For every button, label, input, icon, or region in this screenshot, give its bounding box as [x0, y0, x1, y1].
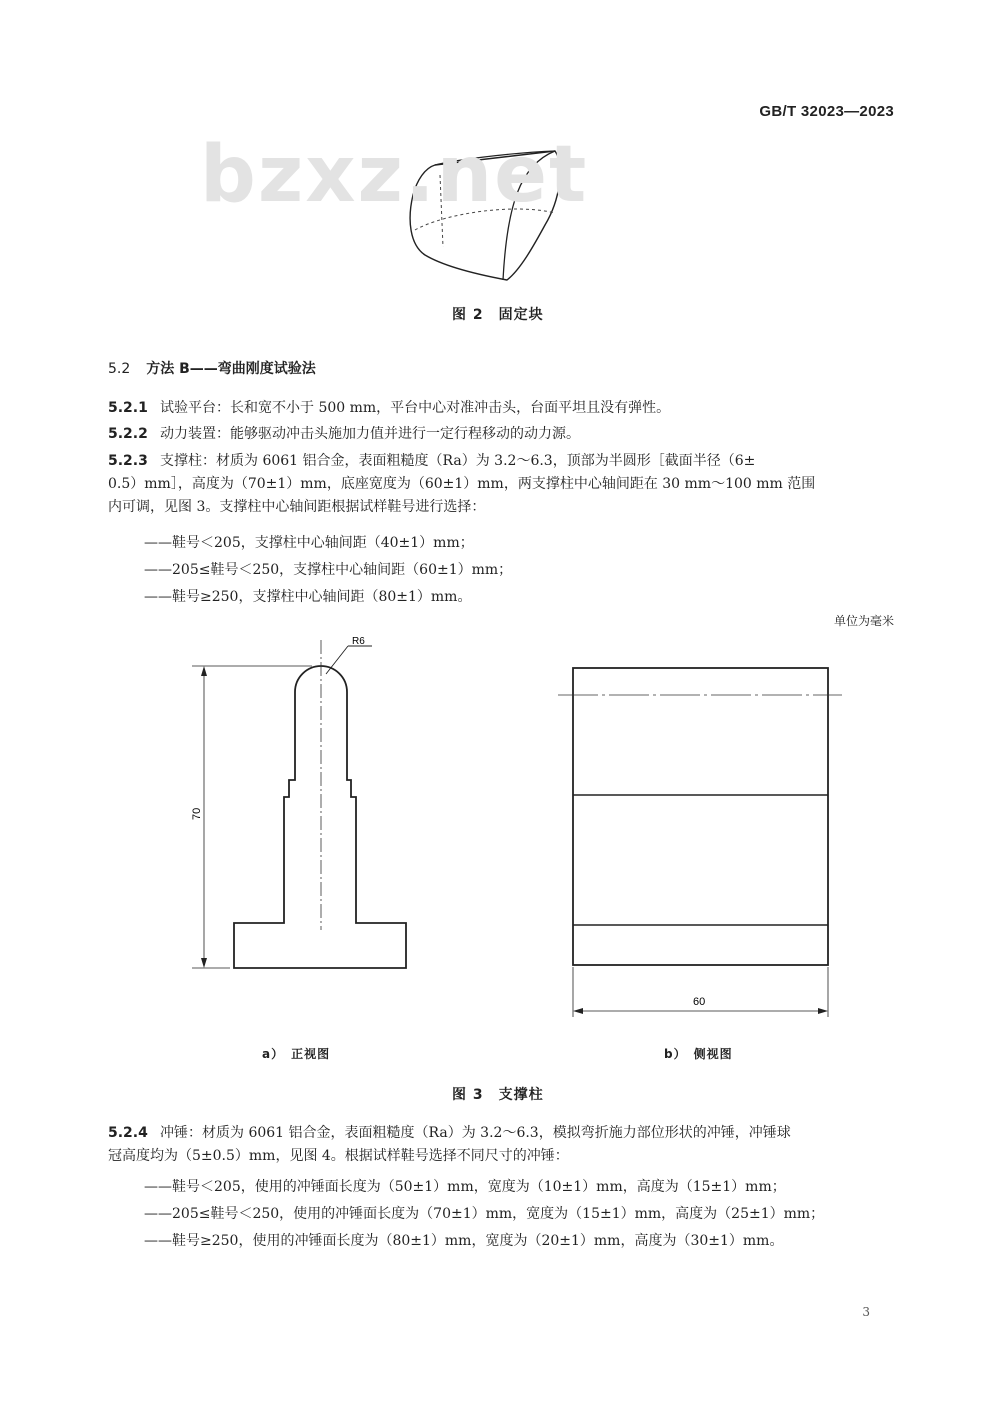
page-number: 3	[862, 1305, 870, 1319]
paragraph-line: 内可调，见图 3。支撑柱中心轴间距根据试样鞋号进行选择：	[108, 499, 486, 515]
list-item: ——鞋号＜205，支撑柱中心轴间距（40±1）mm；	[144, 535, 474, 551]
paragraph-number: 5.2.4	[108, 1125, 148, 1141]
list-item: ——鞋号≥250，使用的冲锤面长度为（80±1）mm，宽度为（20±1）mm，高度为（30±1）mm。	[144, 1233, 784, 1249]
paragraph-5-2-2	[108, 423, 580, 446]
paragraph-text: 动力装置：能够驱动冲击头施加力值并进行一定行程移动的动力源。	[160, 426, 580, 442]
figure3a-subcaption: a） 正视图	[262, 1047, 331, 1061]
unit-note: 单位为毫米	[833, 614, 894, 628]
list-item: ——鞋号＜205，使用的冲锤面长度为（50±1）mm，宽度为（10±1）mm，高度为（15±1）mm；	[144, 1179, 786, 1195]
section-number: 5.2	[108, 361, 131, 377]
watermark: bzxz.net	[200, 130, 589, 220]
radius-label: R6	[352, 636, 365, 647]
figure3-caption: 图 3 支撑柱	[452, 1087, 544, 1103]
figure3b-subcaption: b） 侧视图	[664, 1047, 733, 1061]
paragraph-line: 支撑柱：材质为 6061 铝合金，表面粗糙度（Ra）为 3.2～6.3，顶部为半圆形［截面半径（6±	[160, 453, 756, 469]
paragraph-line: 0.5）mm］，高度为（70±1）mm，底座宽度为（60±1）mm，两支撑柱中心轴间距在 30 mm～100 mm 范围	[108, 476, 816, 492]
list-item: ——205≤鞋号＜250，使用的冲锤面长度为（70±1）mm，宽度为（15±1）mm，高度为（25±1）mm；	[144, 1206, 825, 1222]
paragraph-number: 5.2.1	[108, 400, 148, 416]
width-label: 60	[693, 996, 706, 1008]
figure3-side-view	[550, 655, 850, 1025]
list-item: ——205≤鞋号＜250，支撑柱中心轴间距（60±1）mm；	[144, 562, 513, 578]
section-heading	[108, 358, 316, 378]
height-label: 70	[191, 807, 203, 820]
paragraph-number: 5.2.2	[108, 426, 148, 442]
paragraph-5-2-4	[108, 1122, 791, 1168]
paragraph-text: 试验平台：长和宽不小于 500 mm，平台中心对准冲击头，台面平坦且没有弹性。	[160, 400, 671, 416]
section-title: 方法 B——弯曲刚度试验法	[146, 361, 316, 377]
figure2-caption: 图 2 固定块	[452, 307, 544, 323]
paragraph-5-2-3	[108, 450, 815, 519]
paragraph-5-2-1	[108, 397, 670, 420]
paragraph-line: 冠高度均为（5±0.5）mm，见图 4。根据试样鞋号选择不同尺寸的冲锤：	[108, 1148, 569, 1164]
standard-number: GB/T 32023—2023	[759, 103, 894, 120]
figure3-front-view	[180, 630, 430, 980]
list-item: ——鞋号≥250，支撑柱中心轴间距（80±1）mm。	[144, 589, 472, 605]
paragraph-line: 冲锤：材质为 6061 铝合金，表面粗糙度（Ra）为 3.2～6.3，模拟弯折施力部位形状的冲锤，冲锤球	[160, 1125, 791, 1141]
paragraph-number: 5.2.3	[108, 453, 148, 469]
